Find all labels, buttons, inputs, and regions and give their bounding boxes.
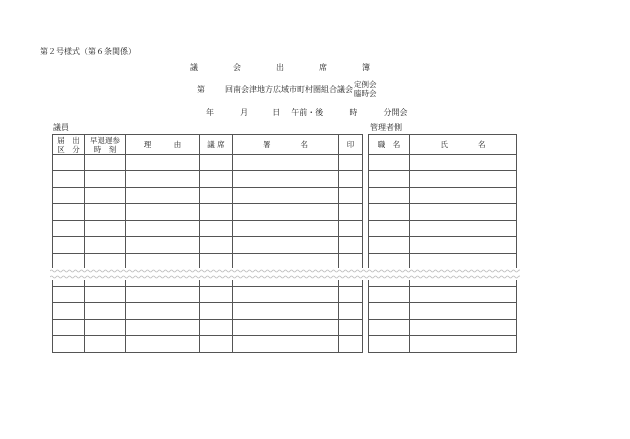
document-title — [190, 62, 370, 73]
date-ampm: 午前・後 — [291, 108, 324, 117]
title-char: 議 — [190, 63, 198, 72]
member-cell[interactable] — [53, 171, 85, 188]
member-cell[interactable] — [126, 303, 200, 320]
member-cell[interactable] — [53, 204, 85, 221]
header-seal: 印 — [339, 135, 363, 155]
staff-cell[interactable] — [369, 320, 410, 336]
member-cell[interactable] — [200, 171, 233, 188]
member-cell[interactable] — [339, 188, 363, 204]
header-reason: 理 由 — [126, 135, 200, 155]
member-row — [53, 287, 363, 303]
member-cell[interactable] — [339, 320, 363, 336]
staff-cell[interactable] — [410, 204, 517, 221]
date-month: 月 — [240, 108, 249, 117]
members-table — [52, 134, 363, 353]
member-cell[interactable] — [85, 336, 126, 353]
member-cell[interactable] — [126, 188, 200, 204]
member-cell[interactable] — [53, 155, 85, 171]
member-cell[interactable] — [126, 221, 200, 237]
member-cell[interactable] — [233, 287, 339, 303]
member-cell[interactable] — [126, 336, 200, 353]
staff-cell[interactable] — [410, 303, 517, 320]
staff-row — [369, 188, 517, 204]
member-cell[interactable] — [126, 287, 200, 303]
member-cell[interactable] — [339, 155, 363, 171]
staff-row — [369, 320, 517, 336]
member-cell[interactable] — [233, 204, 339, 221]
staff-row — [369, 155, 517, 171]
staff-cell[interactable] — [369, 188, 410, 204]
member-row — [53, 221, 363, 237]
member-cell[interactable] — [339, 204, 363, 221]
member-cell[interactable] — [85, 188, 126, 204]
member-cell[interactable] — [126, 171, 200, 188]
member-cell[interactable] — [85, 204, 126, 221]
member-cell[interactable] — [126, 204, 200, 221]
staff-cell[interactable] — [410, 171, 517, 188]
member-cell[interactable] — [339, 237, 363, 254]
member-cell[interactable] — [200, 155, 233, 171]
header-name: 氏 名 — [410, 135, 517, 155]
wave-line-bottom — [50, 275, 520, 279]
member-cell[interactable] — [53, 237, 85, 254]
date-minute: 分開会 — [383, 108, 408, 117]
member-cell[interactable] — [233, 171, 339, 188]
header-seat: 議 席 — [200, 135, 233, 155]
member-cell[interactable] — [53, 221, 85, 237]
staff-cell[interactable] — [369, 204, 410, 221]
header-signature: 署 名 — [233, 135, 339, 155]
member-row — [53, 188, 363, 204]
member-row — [53, 320, 363, 336]
member-cell[interactable] — [233, 188, 339, 204]
staff-cell[interactable] — [369, 237, 410, 254]
session-name: 回南会津地方広域市町村圏組合議会 — [225, 84, 353, 94]
member-cell[interactable] — [200, 287, 233, 303]
member-cell[interactable] — [85, 303, 126, 320]
staff-cell[interactable] — [369, 171, 410, 188]
member-cell[interactable] — [126, 155, 200, 171]
member-cell[interactable] — [233, 237, 339, 254]
member-cell[interactable] — [53, 188, 85, 204]
date-hour: 時 — [349, 108, 358, 117]
staff-cell[interactable] — [410, 336, 517, 353]
staff-cell[interactable] — [410, 320, 517, 336]
member-cell[interactable] — [126, 320, 200, 336]
staff-cell[interactable] — [369, 155, 410, 171]
title-char: 席 — [319, 63, 327, 72]
staff-header-row — [369, 135, 517, 155]
member-cell[interactable] — [126, 237, 200, 254]
member-cell[interactable] — [339, 221, 363, 237]
staff-row — [369, 221, 517, 237]
date-day: 日 — [272, 108, 281, 117]
member-cell[interactable] — [85, 320, 126, 336]
date-year: 年 — [206, 108, 214, 117]
member-cell[interactable] — [200, 237, 233, 254]
header-timing: 早退遅参 時 刻 — [85, 135, 126, 155]
member-cell[interactable] — [200, 303, 233, 320]
session-kind-regular: 定例会 — [354, 80, 377, 89]
staff-cell[interactable] — [410, 237, 517, 254]
staff-table — [368, 134, 517, 353]
member-cell[interactable] — [233, 221, 339, 237]
members-label: 議員 — [53, 123, 69, 132]
staff-row — [369, 171, 517, 188]
member-cell[interactable] — [339, 287, 363, 303]
member-cell[interactable] — [200, 204, 233, 221]
member-row — [53, 336, 363, 353]
staff-cell[interactable] — [410, 155, 517, 171]
member-cell[interactable] — [233, 320, 339, 336]
member-cell[interactable] — [233, 336, 339, 353]
staff-cell[interactable] — [410, 221, 517, 237]
form-number: 第２号様式（第６条関係） — [40, 47, 136, 56]
member-row — [53, 204, 363, 221]
member-cell[interactable] — [53, 303, 85, 320]
member-row — [53, 155, 363, 171]
member-cell[interactable] — [85, 221, 126, 237]
staff-cell[interactable] — [369, 336, 410, 353]
session-line — [197, 80, 377, 98]
member-cell[interactable] — [233, 303, 339, 320]
staff-cell[interactable] — [369, 303, 410, 320]
member-row — [53, 171, 363, 188]
staff-cell[interactable] — [410, 287, 517, 303]
member-cell[interactable] — [200, 320, 233, 336]
header-position: 職 名 — [369, 135, 410, 155]
member-cell[interactable] — [200, 188, 233, 204]
header-category: 届 出 区 分 — [53, 135, 85, 155]
staff-row — [369, 336, 517, 353]
member-cell[interactable] — [339, 336, 363, 353]
member-cell[interactable] — [339, 171, 363, 188]
staff-cell[interactable] — [369, 221, 410, 237]
member-cell[interactable] — [200, 336, 233, 353]
title-char: 会 — [233, 63, 241, 72]
staff-row — [369, 303, 517, 320]
member-cell[interactable] — [85, 155, 126, 171]
member-cell[interactable] — [53, 320, 85, 336]
staff-row — [369, 237, 517, 254]
member-row — [53, 237, 363, 254]
member-cell[interactable] — [233, 155, 339, 171]
members-header-row — [53, 135, 363, 155]
member-cell[interactable] — [85, 287, 126, 303]
staff-cell[interactable] — [369, 287, 410, 303]
date-line — [206, 107, 407, 118]
member-cell[interactable] — [85, 237, 126, 254]
staff-row — [369, 287, 517, 303]
title-char: 出 — [276, 63, 284, 72]
title-char: 簿 — [362, 63, 370, 72]
member-cell[interactable] — [53, 287, 85, 303]
session-kind-extra: 臨時会 — [354, 89, 377, 98]
omission-break — [50, 268, 520, 280]
staff-label: 管理者側 — [370, 123, 402, 132]
member-cell[interactable] — [200, 221, 233, 237]
wave-line-top — [50, 269, 520, 273]
member-cell[interactable] — [53, 336, 85, 353]
staff-cell[interactable] — [410, 188, 517, 204]
member-row — [53, 303, 363, 320]
member-cell[interactable] — [339, 303, 363, 320]
staff-row — [369, 204, 517, 221]
session-dai: 第 — [197, 84, 205, 94]
session-kind — [354, 80, 377, 98]
member-cell[interactable] — [85, 171, 126, 188]
